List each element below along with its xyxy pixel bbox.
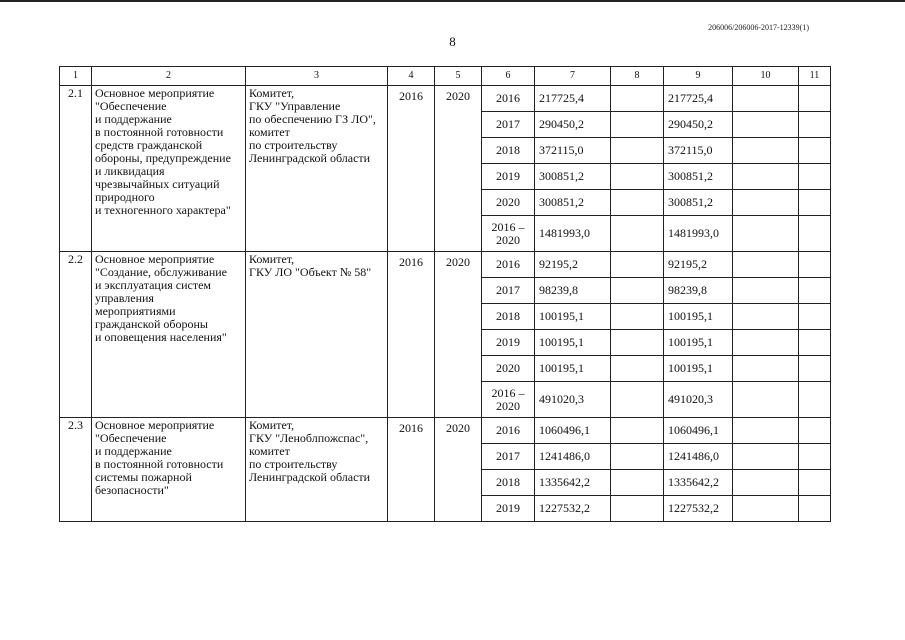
total-amount-cell: 100195,1 [535,304,611,330]
column-11-cell [799,138,831,164]
item-number-cell: 2.1 [60,86,92,252]
regional-budget-cell: 1335642,2 [664,470,733,496]
column-header: 7 [535,67,611,86]
column-8-cell [611,444,664,470]
column-8-cell [611,164,664,190]
regional-budget-cell: 100195,1 [664,356,733,382]
column-11-cell [799,382,831,418]
year-cell: 2019 [482,330,535,356]
start-year-cell: 2016 [388,252,435,418]
column-8-cell [611,138,664,164]
total-amount-cell: 1481993,0 [535,216,611,252]
total-amount-cell: 1335642,2 [535,470,611,496]
column-10-cell [733,418,799,444]
column-10-cell [733,164,799,190]
year-cell: 2016 [482,252,535,278]
column-11-cell [799,444,831,470]
start-year-cell: 2016 [388,418,435,522]
column-8-cell [611,470,664,496]
total-amount-cell: 217725,4 [535,86,611,112]
end-year-cell: 2020 [435,252,482,418]
regional-budget-cell: 92195,2 [664,252,733,278]
column-header: 11 [799,67,831,86]
year-cell: 2019 [482,496,535,522]
column-8-cell [611,496,664,522]
regional-budget-cell: 491020,3 [664,382,733,418]
column-10-cell [733,138,799,164]
year-cell: 2019 [482,164,535,190]
column-header: 6 [482,67,535,86]
end-year-cell: 2020 [435,86,482,252]
executor-cell: Комитет, ГКУ "Управление по обеспечению ГЗ ЛО", комитет по строительству Ленинградской области [246,86,388,252]
total-amount-cell: 1241486,0 [535,444,611,470]
column-header: 1 [60,67,92,86]
executor-cell: Комитет, ГКУ ЛО "Объект № 58" [246,252,388,418]
table-row [60,418,831,444]
total-amount-cell: 290450,2 [535,112,611,138]
year-cell: 2017 [482,444,535,470]
regional-budget-cell: 1060496,1 [664,418,733,444]
column-header: 9 [664,67,733,86]
column-11-cell [799,190,831,216]
table-row [60,86,831,112]
regional-budget-cell: 300851,2 [664,164,733,190]
column-10-cell [733,470,799,496]
total-amount-cell: 491020,3 [535,382,611,418]
column-header: 8 [611,67,664,86]
column-11-cell [799,304,831,330]
column-11-cell [799,470,831,496]
regional-budget-cell: 100195,1 [664,304,733,330]
document-reference: 206006/206006-2017-12339(1) [708,23,809,32]
column-10-cell [733,112,799,138]
column-8-cell [611,190,664,216]
column-10-cell [733,382,799,418]
column-11-cell [799,278,831,304]
regional-budget-cell: 1481993,0 [664,216,733,252]
column-8-cell [611,216,664,252]
column-header: 10 [733,67,799,86]
column-8-cell [611,252,664,278]
column-10-cell [733,86,799,112]
year-cell: 2018 [482,304,535,330]
column-8-cell [611,112,664,138]
column-11-cell [799,356,831,382]
total-amount-cell: 92195,2 [535,252,611,278]
year-cell: 2016 [482,418,535,444]
total-amount-cell: 98239,8 [535,278,611,304]
table-body [60,67,831,522]
year-cell: 2017 [482,112,535,138]
column-header: 4 [388,67,435,86]
column-11-cell [799,112,831,138]
year-cell: 2020 [482,356,535,382]
year-cell: 2016 [482,86,535,112]
year-cell: 2017 [482,278,535,304]
total-amount-cell: 300851,2 [535,190,611,216]
regional-budget-cell: 300851,2 [664,190,733,216]
column-8-cell [611,304,664,330]
total-amount-cell: 300851,2 [535,164,611,190]
column-11-cell [799,496,831,522]
column-11-cell [799,86,831,112]
column-11-cell [799,252,831,278]
column-11-cell [799,216,831,252]
regional-budget-cell: 100195,1 [664,330,733,356]
column-8-cell [611,382,664,418]
regional-budget-cell: 1227532,2 [664,496,733,522]
column-8-cell [611,356,664,382]
column-11-cell [799,164,831,190]
activity-name-cell: Основное мероприятие "Обеспечение и поддержание в постоянной готовности средств гражданской обороны, предупреждение и ликвидация чрезвычайных ситуаций природного и техногенного характера" [92,86,246,252]
regional-budget-cell: 98239,8 [664,278,733,304]
total-amount-cell: 100195,1 [535,356,611,382]
column-8-cell [611,418,664,444]
column-10-cell [733,330,799,356]
end-year-cell: 2020 [435,418,482,522]
column-10-cell [733,356,799,382]
column-number-row [60,67,831,86]
total-amount-cell: 1227532,2 [535,496,611,522]
regional-budget-cell: 1241486,0 [664,444,733,470]
item-number-cell: 2.2 [60,252,92,418]
executor-cell: Комитет, ГКУ "Леноблпожспас", комитет по строительству Ленинградской области [246,418,388,522]
year-cell: 2018 [482,470,535,496]
regional-budget-cell: 217725,4 [664,86,733,112]
column-10-cell [733,216,799,252]
scan-edge-line [0,0,905,2]
column-10-cell [733,278,799,304]
regional-budget-cell: 290450,2 [664,112,733,138]
activity-name-cell: Основное мероприятие "Создание, обслуживание и эксплуатация систем управления мероприятиями гражданской обороны и оповещения населения" [92,252,246,418]
start-year-cell: 2016 [388,86,435,252]
activity-name-cell: Основное мероприятие "Обеспечение и поддержание в постоянной готовности системы пожарной безопасности" [92,418,246,522]
column-11-cell [799,330,831,356]
column-header: 2 [92,67,246,86]
column-8-cell [611,86,664,112]
program-table [59,66,831,522]
regional-budget-cell: 372115,0 [664,138,733,164]
column-8-cell [611,330,664,356]
year-cell: 2016 – 2020 [482,216,535,252]
column-10-cell [733,304,799,330]
total-amount-cell: 100195,1 [535,330,611,356]
year-cell: 2018 [482,138,535,164]
column-10-cell [733,496,799,522]
column-10-cell [733,252,799,278]
total-amount-cell: 1060496,1 [535,418,611,444]
column-8-cell [611,278,664,304]
item-number-cell: 2.3 [60,418,92,522]
column-header: 3 [246,67,388,86]
table-row [60,252,831,278]
page-number: 8 [449,34,456,49]
column-10-cell [733,190,799,216]
year-cell: 2020 [482,190,535,216]
column-10-cell [733,444,799,470]
column-header: 5 [435,67,482,86]
total-amount-cell: 372115,0 [535,138,611,164]
column-11-cell [799,418,831,444]
year-cell: 2016 – 2020 [482,382,535,418]
